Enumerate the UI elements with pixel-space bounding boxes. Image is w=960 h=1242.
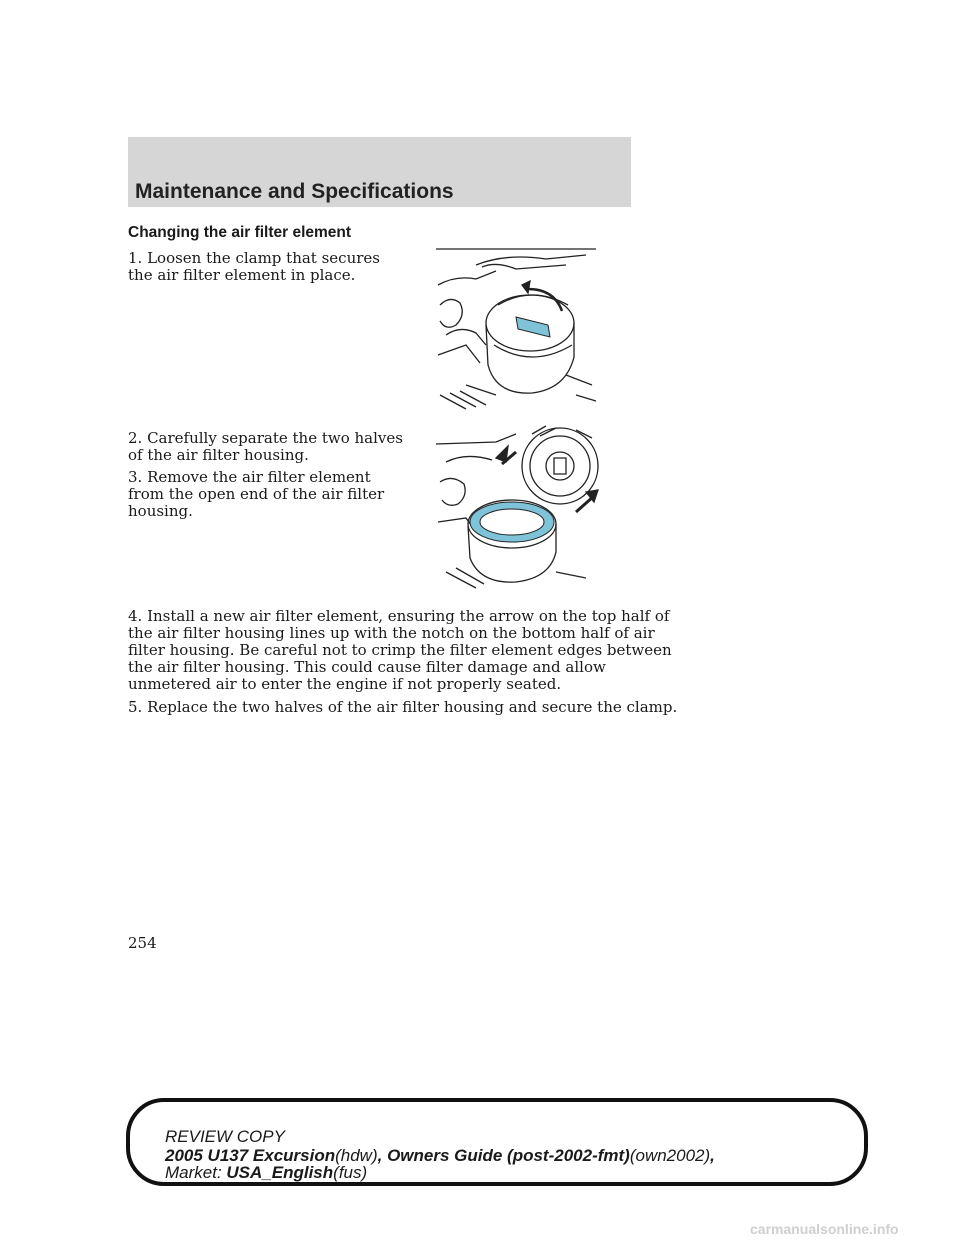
market-line	[165, 1163, 367, 1182]
section-heading: Changing the air filter element	[128, 224, 352, 241]
market-label: Market:	[165, 1163, 227, 1182]
watermark: carmanualsonline.info	[750, 1221, 899, 1237]
step-5	[128, 699, 677, 716]
guide-code: (own2002)	[629, 1146, 711, 1165]
step-3	[128, 469, 384, 520]
market-value: USA_English	[226, 1163, 334, 1182]
market-code: (fus)	[333, 1163, 368, 1182]
model-name: 2005 U137 Excursion	[165, 1146, 336, 1165]
guide-name: , Owners Guide (post-2002-fmt)	[377, 1146, 630, 1165]
step-4-line-4: the air filter housing. This could cause filter damage and allow	[128, 658, 606, 676]
page-section-title: Maintenance and Specifications	[135, 180, 454, 203]
step-2-line-1: 2. Carefully separate the two halves	[128, 429, 403, 447]
step-1-line-2: the air filter element in place.	[128, 266, 356, 284]
step-2-line-2: of the air filter housing.	[128, 446, 309, 464]
separator-comma: ,	[710, 1146, 715, 1165]
step-4-line-5: unmetered air to enter the engine if not properly seated.	[128, 675, 562, 693]
step-4-line-3: filter housing. Be careful not to crimp the filter element edges between	[128, 641, 672, 659]
step-1-line-1: 1. Loosen the clamp that secures	[128, 249, 380, 267]
step-5-line-1: 5. Replace the two halves of the air filter housing and secure the clamp.	[128, 698, 678, 716]
housing-separate-illustration	[436, 422, 606, 594]
review-copy-label: REVIEW COPY	[165, 1127, 285, 1146]
step-3-line-2: from the open end of the air filter	[128, 485, 385, 503]
model-code: (hdw)	[335, 1146, 378, 1165]
step-2	[128, 430, 403, 464]
step-3-line-1: 3. Remove the air filter element	[128, 468, 371, 486]
page-number: 254	[128, 934, 157, 952]
step-3-line-3: housing.	[128, 502, 193, 520]
step-4-line-2: the air filter housing lines up with the notch on the bottom half of air	[128, 624, 655, 642]
step-1	[128, 250, 380, 284]
step-4	[128, 608, 672, 693]
clamp-loosen-illustration	[436, 245, 598, 410]
step-4-line-1: 4. Install a new air filter element, ensuring the arrow on the top half of	[128, 607, 670, 625]
